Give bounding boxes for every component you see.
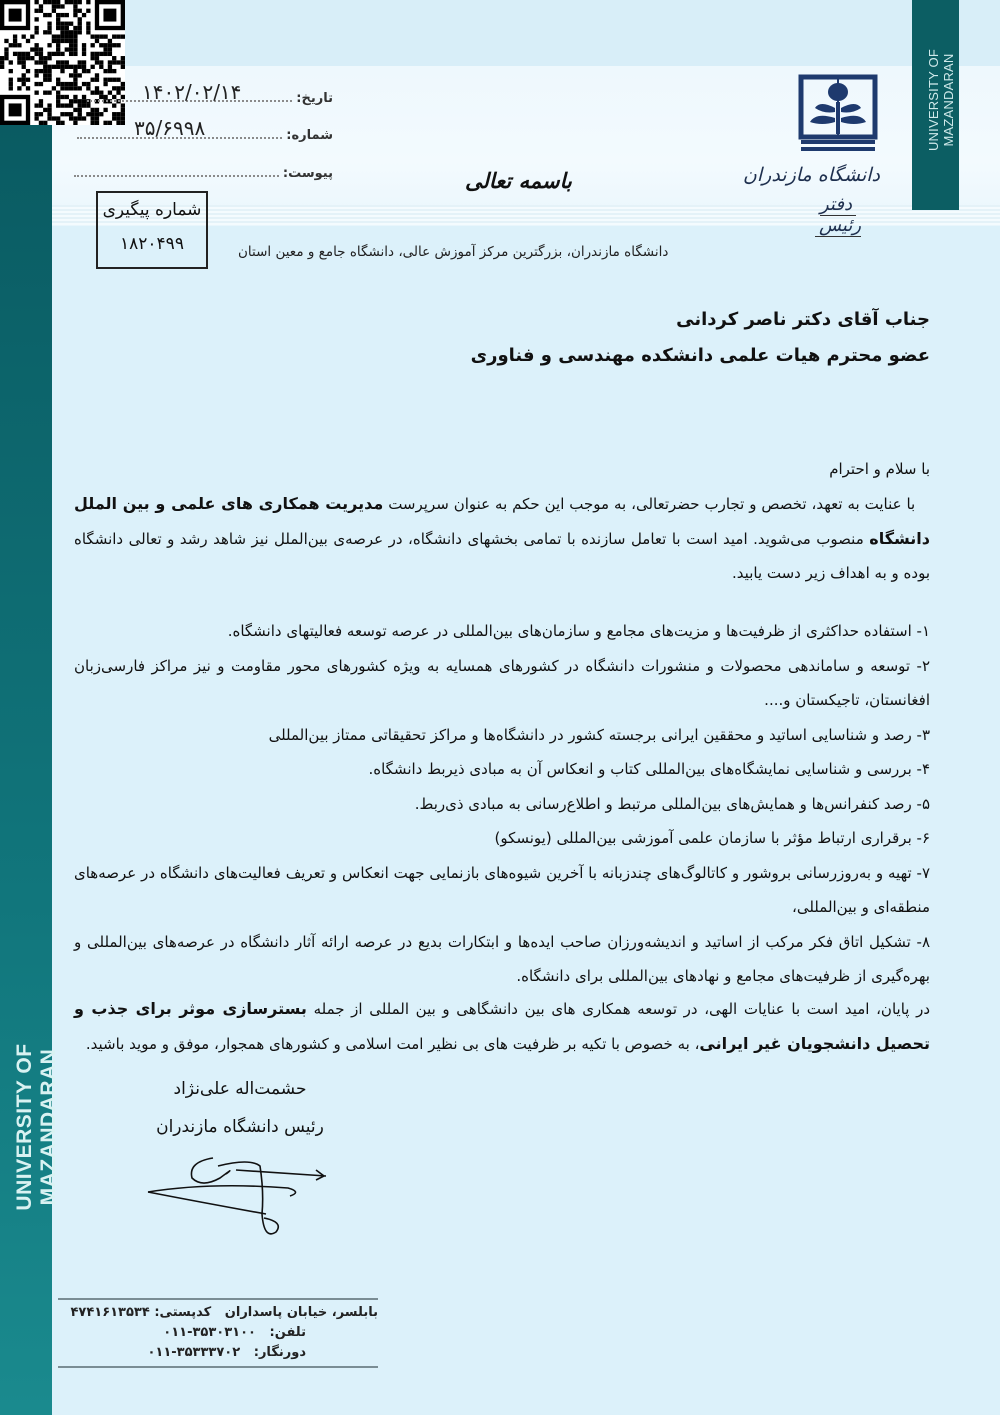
intro-text-2: منصوب می‌شوید. امید است با تعامل سازنده با تمامی بخشهای دانشگاه، در عرصه‌ی بین‌الملل نیز شاهد رشد و تعالی دانشگاه بوده و به اهداف زیر دست یابید. [74,529,930,582]
phone-row [58,1323,378,1343]
phone-value: ۰۱۱-۳۵۳۰۳۱۰۰ [163,1325,256,1340]
signer-name: حشمت‌اله علی‌نژاد [173,1079,307,1099]
qr-code[interactable] [0,0,125,125]
goal-item: ۲- توسعه و ساماندهی محصولات و منشورات دانشگاه در کشورهای همسایه به ویژه کشورهای محور مقاومت و نیز مراکز فارسی‌زبان افغانستان، تاجیکستان و.... [74,656,930,709]
bismillah-heading: باسمه تعالی [465,168,572,193]
attachment-label: پیوست: [282,166,333,181]
closing-text-bold: بسترسازی موثر برای جذب و تحصیل دانشجویان غیر ایرانی [74,999,930,1053]
number-label: شماره: [286,128,333,143]
university-logo [742,74,880,264]
number-value: ۳۵/۶۹۹۸ [134,116,206,140]
closing-text-1: در پایان، امید است با عنایات الهی، در توسعه همکاری های بین دانشگاهی و بین المللی از جمله [306,1000,930,1018]
right-side-university-label: UNIVERSITY OF MAZANDARAN [926,48,956,152]
top-band [0,0,1000,66]
goal-item: ۱- استفاده حداکثری از ظرفیت‌ها و مزیت‌های مجامع و سازمان‌های بین‌المللی در عرصه توسعه فعالیتهای دانشگاه. [227,622,930,640]
address-row [58,1303,378,1323]
fax-value: ۰۱۱-۳۵۳۳۳۷۰۲ [147,1345,241,1360]
intro-paragraph [74,487,930,591]
intro-text-bold: مدیریت همکاری های علمی و بین الملل دانشگاه [74,494,930,548]
date-value: ۱۴۰۲/۰۲/۱۴ [142,80,242,104]
tracking-value: ۱۸۲۰۴۹۹ [120,234,184,254]
greeting: با سلام و احترام [829,460,930,478]
signer-block [140,1070,340,1146]
date-label: تاریخ: [296,91,333,106]
left-side-university-label: UNIVERSITY OF MAZANDARAN [13,1043,60,1211]
postal-code-value: ۴۷۴۱۶۱۳۵۳۴ [70,1305,150,1320]
contact-footer [58,1295,378,1371]
attachment-field [74,165,333,181]
address-text: بابلسر، خیابان پاسداران [224,1305,378,1320]
qr-code-icon [0,0,125,125]
closing-text-2: ، به خصوص با تکیه بر ظرفیت های بی نظیر امت اسلامی و کشورهای همجوار، موفق و موید باشید. [85,1034,700,1053]
recipient-name: جناب آقای دکتر ناصر کردانی [676,309,930,330]
university-tagline: دانشگاه مازندران، بزرگترین مرکز آموزش عالی، دانشگاه جامع و معین استان [238,244,669,260]
logo-office-text: دفتر رئیس [815,194,861,237]
footer-top-rule [58,1298,378,1300]
goal-item: ۷- تهیه و به‌روزرسانی بروشور و کاتالوگ‌های چندزبانه با آخرین شیوه‌های بازنمایی جهت انعکاس و تعریف فعالیت‌های دانشگاه در عرصه‌های منطقه‌ای و بین‌المللی، [74,863,930,916]
attachment-dotted-line [74,165,279,177]
closing-paragraph [74,992,930,1061]
postal-code-label: کدپستی: [154,1305,212,1320]
book-tree-emblem-icon [798,74,878,154]
fax-row [58,1343,378,1363]
goal-item: ۵- رصد کنفرانس‌ها و همایش‌های بین‌المللی مرتبط و اطلاع‌رسانی به مبادی ذی‌ربط. [414,794,930,813]
phone-label: تلفن: [269,1325,306,1340]
logo-university-name: دانشگاه مازندران [742,164,880,186]
tracking-number-box [96,191,208,269]
logo-office-name [796,194,880,236]
goal-item: ۶- برقراری ارتباط مؤثر با سازمان علمی آموزشی بین‌المللی (یونسکو) [494,829,930,847]
goal-item: ۸- تشکیل اتاق فکر مرکب از اساتید و اندیشه‌ورزان صاحب ایده‌ها و ابتکارات بدیع در عرصه ارائه آثار دانشگاه در عرصه‌های بین‌المللی و بهره‌گیری از ظرفیت‌های مجامع و نهادهای بین‌المللی برای دانشگاه. [74,932,930,985]
handwritten-signature-icon [140,1152,335,1242]
recipient-block [471,302,930,374]
footer-bottom-rule [58,1366,378,1368]
goal-item: ۳- رصد و شناسایی اساتید و محققین ایرانی برجسته کشور در دانشگاه‌ها و مراکز تحقیقاتی ممتاز بین‌المللی [268,725,930,744]
tracking-label: شماره پیگیری [102,200,202,220]
fax-label: دورنگار: [253,1345,306,1360]
intro-text-1: با عنایت به تعهد، تخصص و تجارب حضرتعالی، به موجب این حکم به عنوان سرپرست [383,495,916,513]
signer-title: رئیس دانشگاه مازندران [156,1117,324,1137]
goals-list [74,614,930,994]
recipient-title: عضو محترم هیات علمی دانشکده مهندسی و فناوری [470,345,930,366]
goal-item: ۴- بررسی و شناسایی نمایشگاه‌های بین‌المللی کتاب و انعکاس آن به مبادی ذیربط دانشگاه. [368,760,930,778]
